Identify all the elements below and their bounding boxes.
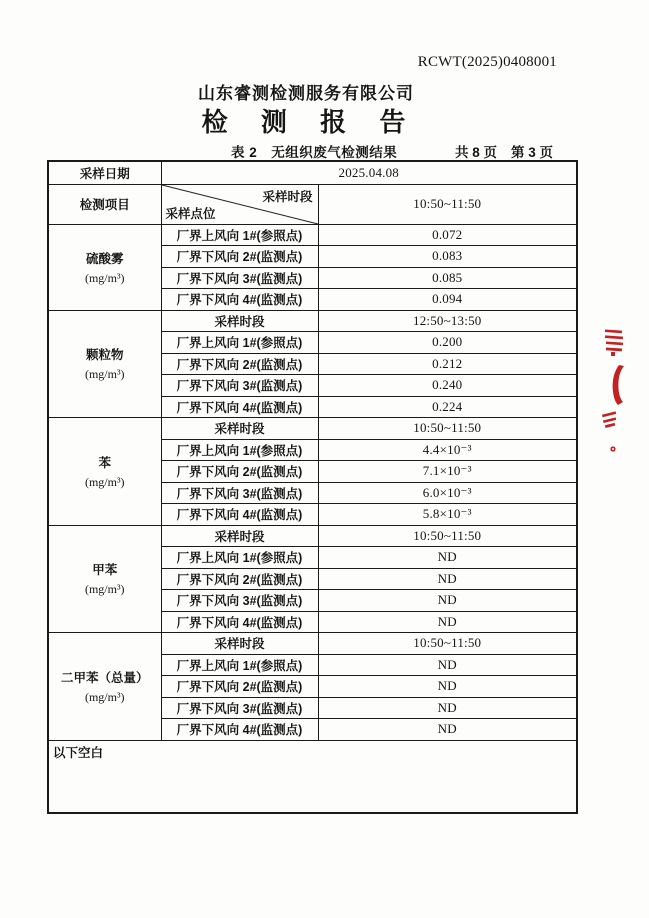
period-row-label: 采样时段 <box>161 310 318 332</box>
value-cell: ND <box>318 697 577 719</box>
point-cell: 厂界上风向 1#(参照点) <box>161 439 318 461</box>
value-cell: 0.094 <box>318 289 577 311</box>
item-cell <box>48 525 161 633</box>
sampling-period-label: 采样时段 <box>262 189 313 204</box>
point-cell: 厂界下风向 2#(监测点) <box>161 676 318 698</box>
value-cell: ND <box>318 547 577 569</box>
point-cell: 厂界上风向 1#(参照点) <box>161 224 318 246</box>
sampling-point-label: 采样点位 <box>165 206 216 221</box>
period-row-label: 采样时段 <box>161 525 318 547</box>
value-cell: 6.0×10⁻³ <box>318 482 577 504</box>
item-unit: (mg/m³) <box>84 474 125 489</box>
point-cell: 厂界下风向 3#(监测点) <box>161 697 318 719</box>
point-cell: 厂界下风向 4#(监测点) <box>161 719 318 741</box>
value-cell: 0.200 <box>318 332 577 354</box>
value-cell: 0.212 <box>318 353 577 375</box>
sampling-date-label: 采样日期 <box>48 161 161 184</box>
value-cell: 7.1×10⁻³ <box>318 461 577 483</box>
value-cell: ND <box>318 568 577 590</box>
item-cell <box>48 310 161 418</box>
value-cell: ND <box>318 676 577 698</box>
value-cell: 0.240 <box>318 375 577 397</box>
value-cell: ND <box>318 611 577 633</box>
point-cell: 厂界下风向 3#(监测点) <box>161 590 318 612</box>
period-value: 12:50~13:50 <box>318 310 577 332</box>
item-unit: (mg/m³) <box>84 689 125 704</box>
point-cell: 厂界上风向 1#(参照点) <box>161 654 318 676</box>
value-cell: 0.083 <box>318 246 577 268</box>
point-cell: 厂界下风向 2#(监测点) <box>161 246 318 268</box>
sampling-date-value: 2025.04.08 <box>161 161 577 184</box>
diagonal-header-cell <box>161 184 318 224</box>
value-cell: 5.8×10⁻³ <box>318 504 577 526</box>
point-cell: 厂界下风向 3#(监测点) <box>161 375 318 397</box>
item-name: 硫酸雾 <box>85 251 124 266</box>
period-value: 10:50~11:50 <box>318 633 577 655</box>
point-cell: 厂界下风向 3#(监测点) <box>161 267 318 289</box>
item-name: 苯 <box>98 455 111 470</box>
value-cell: 0.224 <box>318 396 577 418</box>
point-cell: 厂界下风向 4#(监测点) <box>161 396 318 418</box>
value-cell: ND <box>318 654 577 676</box>
period-value: 10:50~11:50 <box>318 184 577 224</box>
point-cell: 厂界下风向 4#(监测点) <box>161 289 318 311</box>
period-value: 10:50~11:50 <box>318 525 577 547</box>
point-cell: 厂界下风向 3#(监测点) <box>161 482 318 504</box>
item-cell <box>48 418 161 526</box>
item-name: 颗粒物 <box>85 348 124 363</box>
point-cell: 厂界下风向 2#(监测点) <box>161 568 318 590</box>
page-current: 第 3 页 <box>510 145 553 160</box>
value-cell: 0.085 <box>318 267 577 289</box>
report-number: RCWT(2025)0408001 <box>417 54 557 70</box>
point-cell: 厂界下风向 4#(监测点) <box>161 611 318 633</box>
item-cell <box>48 224 161 310</box>
report-title: 检 测 报 告 <box>201 107 419 137</box>
results-table <box>47 160 578 814</box>
item-name: 甲苯 <box>92 563 118 578</box>
item-unit: (mg/m³) <box>84 367 125 382</box>
item-unit: (mg/m³) <box>84 270 125 285</box>
point-cell: 厂界下风向 2#(监测点) <box>161 353 318 375</box>
point-cell: 厂界下风向 2#(监测点) <box>161 461 318 483</box>
period-row-label: 采样时段 <box>161 633 318 655</box>
item-name: 二甲苯（总量） <box>60 670 149 685</box>
point-cell: 厂界下风向 4#(监测点) <box>161 504 318 526</box>
company-name: 山东睿测检测服务有限公司 <box>198 84 414 103</box>
point-cell: 厂界上风向 1#(参照点) <box>161 547 318 569</box>
value-cell: 4.4×10⁻³ <box>318 439 577 461</box>
blank-note-cell: 以下空白 <box>48 740 577 813</box>
table-caption: 表 2 无组织废气检测结果 <box>231 145 398 160</box>
item-unit: (mg/m³) <box>84 582 125 597</box>
pages-total: 共 8 页 <box>454 145 497 160</box>
value-cell: ND <box>318 590 577 612</box>
value-cell: 0.072 <box>318 224 577 246</box>
red-seal-fragment-icon <box>599 327 629 459</box>
period-value: 10:50~11:50 <box>318 418 577 440</box>
test-item-label: 检测项目 <box>48 184 161 224</box>
item-cell <box>48 633 161 741</box>
value-cell: ND <box>318 719 577 741</box>
point-cell: 厂界上风向 1#(参照点) <box>161 332 318 354</box>
caption-row <box>0 141 649 158</box>
period-row-label: 采样时段 <box>161 418 318 440</box>
